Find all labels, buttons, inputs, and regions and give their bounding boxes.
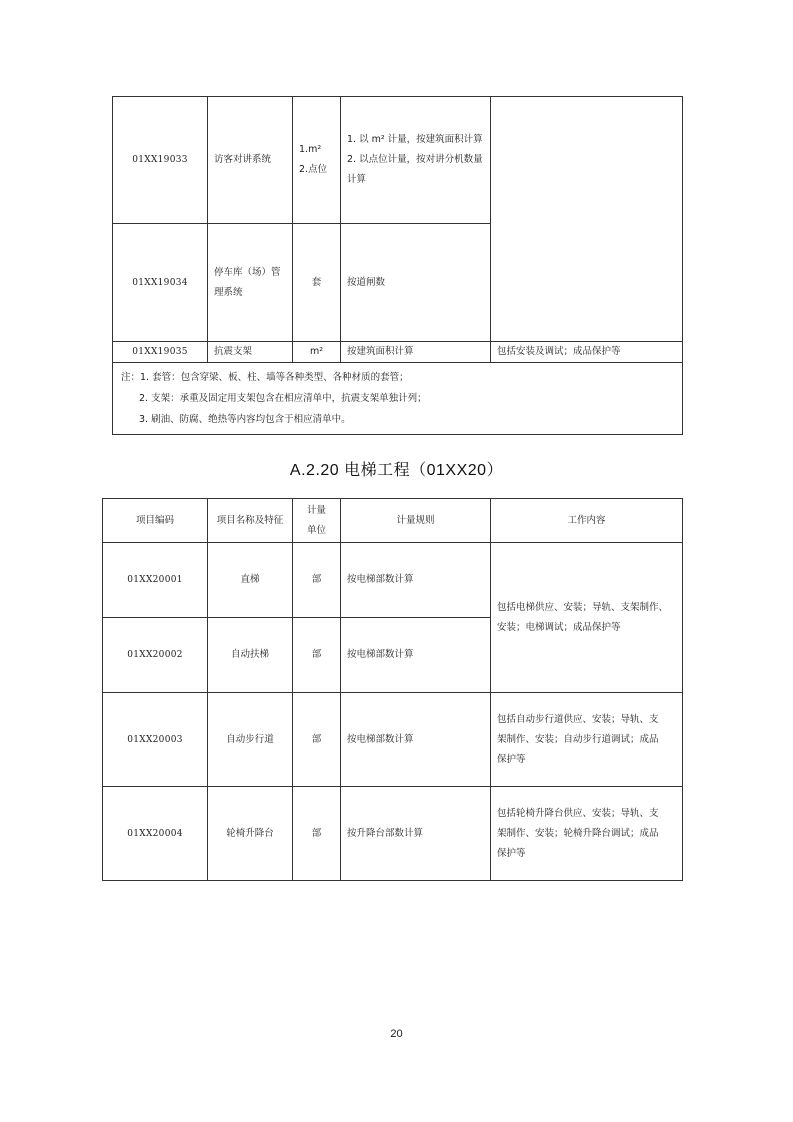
rule-line: 1. 以 m² 计量，按建筑面积计算: [347, 134, 483, 145]
header-unit-line: 单位: [306, 524, 326, 536]
page-number: 20: [390, 1028, 403, 1040]
item-name: [208, 224, 293, 342]
header-code: 项目编码: [103, 499, 208, 543]
rule-cell: 按升降台部数计算: [341, 787, 491, 881]
work-line: 架制作、安装；轮椅升降台调试；成品: [497, 827, 659, 839]
unit-cell: m²: [293, 342, 341, 363]
table-row: [103, 787, 683, 881]
work-cell-empty: [491, 97, 683, 342]
item-code: 01XX19035: [113, 342, 208, 363]
rule-cell: 按电梯部数计算: [341, 693, 491, 787]
item-code: 01XX19034: [113, 224, 208, 342]
table-row: [113, 342, 683, 363]
work-cell: [491, 693, 683, 787]
rule-line: 计算: [347, 174, 367, 185]
header-row: [103, 499, 683, 543]
name-line: 理系统: [214, 286, 243, 298]
unit-cell: 部: [293, 543, 341, 618]
note-line: 注：1. 套管：包含穿梁、板、柱、墙等各种类型、各种材质的套管；: [121, 372, 409, 383]
rule-cell: 按道闸数: [341, 224, 491, 342]
rule-cell: 按电梯部数计算: [341, 618, 491, 693]
work-line: 保护等: [497, 753, 526, 765]
item-code: 01XX20004: [103, 787, 208, 881]
header-unit-line: 计量: [306, 504, 326, 516]
item-name: 访客对讲系统: [208, 97, 293, 224]
work-cell: [491, 787, 683, 881]
unit-cell: [293, 97, 341, 224]
note-line: 3. 刷油、防腐、绝热等内容均包含于相应清单中。: [139, 414, 351, 425]
work-line: 架制作、安装；自动步行道调试；成品: [497, 733, 659, 745]
elevator-table: [102, 498, 683, 881]
item-code: 01XX19033: [113, 97, 208, 224]
header-name: 项目名称及特征: [208, 499, 293, 543]
rule-cell: [341, 97, 491, 224]
rule-cell: 按电梯部数计算: [341, 543, 491, 618]
header-unit: [293, 499, 341, 543]
unit-cell: 套: [293, 224, 341, 342]
table-row: [103, 693, 683, 787]
item-name: 自动扶梯: [208, 618, 293, 693]
item-name: 自动步行道: [208, 693, 293, 787]
work-line: 包括轮椅升降台供应、安装；导轨、支: [497, 807, 659, 819]
unit-cell: 部: [293, 693, 341, 787]
item-code: 01XX20002: [103, 618, 208, 693]
unit-line: 2.点位: [299, 164, 328, 175]
table-row: [103, 543, 683, 618]
work-line: 保护等: [497, 847, 526, 859]
header-work: 工作内容: [491, 499, 683, 543]
note-line: 2. 支架：承重及固定用支架包含在相应清单中，抗震支架单独计列；: [139, 393, 427, 404]
item-name: 直梯: [208, 543, 293, 618]
notes-cell: [113, 363, 683, 435]
table-continued: [112, 96, 683, 435]
unit-line: 1.m²: [299, 144, 322, 155]
notes-row: [113, 363, 683, 435]
header-rule: 计量规则: [341, 499, 491, 543]
item-name: 抗震支架: [208, 342, 293, 363]
item-code: 01XX20003: [103, 693, 208, 787]
rule-line: 2. 以点位计量，按对讲分机数量: [347, 154, 483, 165]
work-cell: 包括安装及调试；成品保护等: [491, 342, 683, 363]
section-title: A.2.20 电梯工程（01XX20）: [289, 462, 504, 479]
table-row: [113, 97, 683, 224]
unit-cell: 部: [293, 618, 341, 693]
unit-cell: 部: [293, 787, 341, 881]
work-cell-merged: [491, 543, 683, 693]
name-line: 停车库（场）管: [214, 266, 281, 278]
item-name: 轮椅升降台: [208, 787, 293, 881]
rule-cell: 按建筑面积计算: [341, 342, 491, 363]
work-line: 安装；电梯调试；成品保护等: [497, 621, 621, 633]
item-code: 01XX20001: [103, 543, 208, 618]
work-line: 包括自动步行道供应、安装；导轨、支: [497, 713, 659, 725]
work-line: 包括电梯供应、安装；导轨、支架制作、: [497, 601, 669, 613]
